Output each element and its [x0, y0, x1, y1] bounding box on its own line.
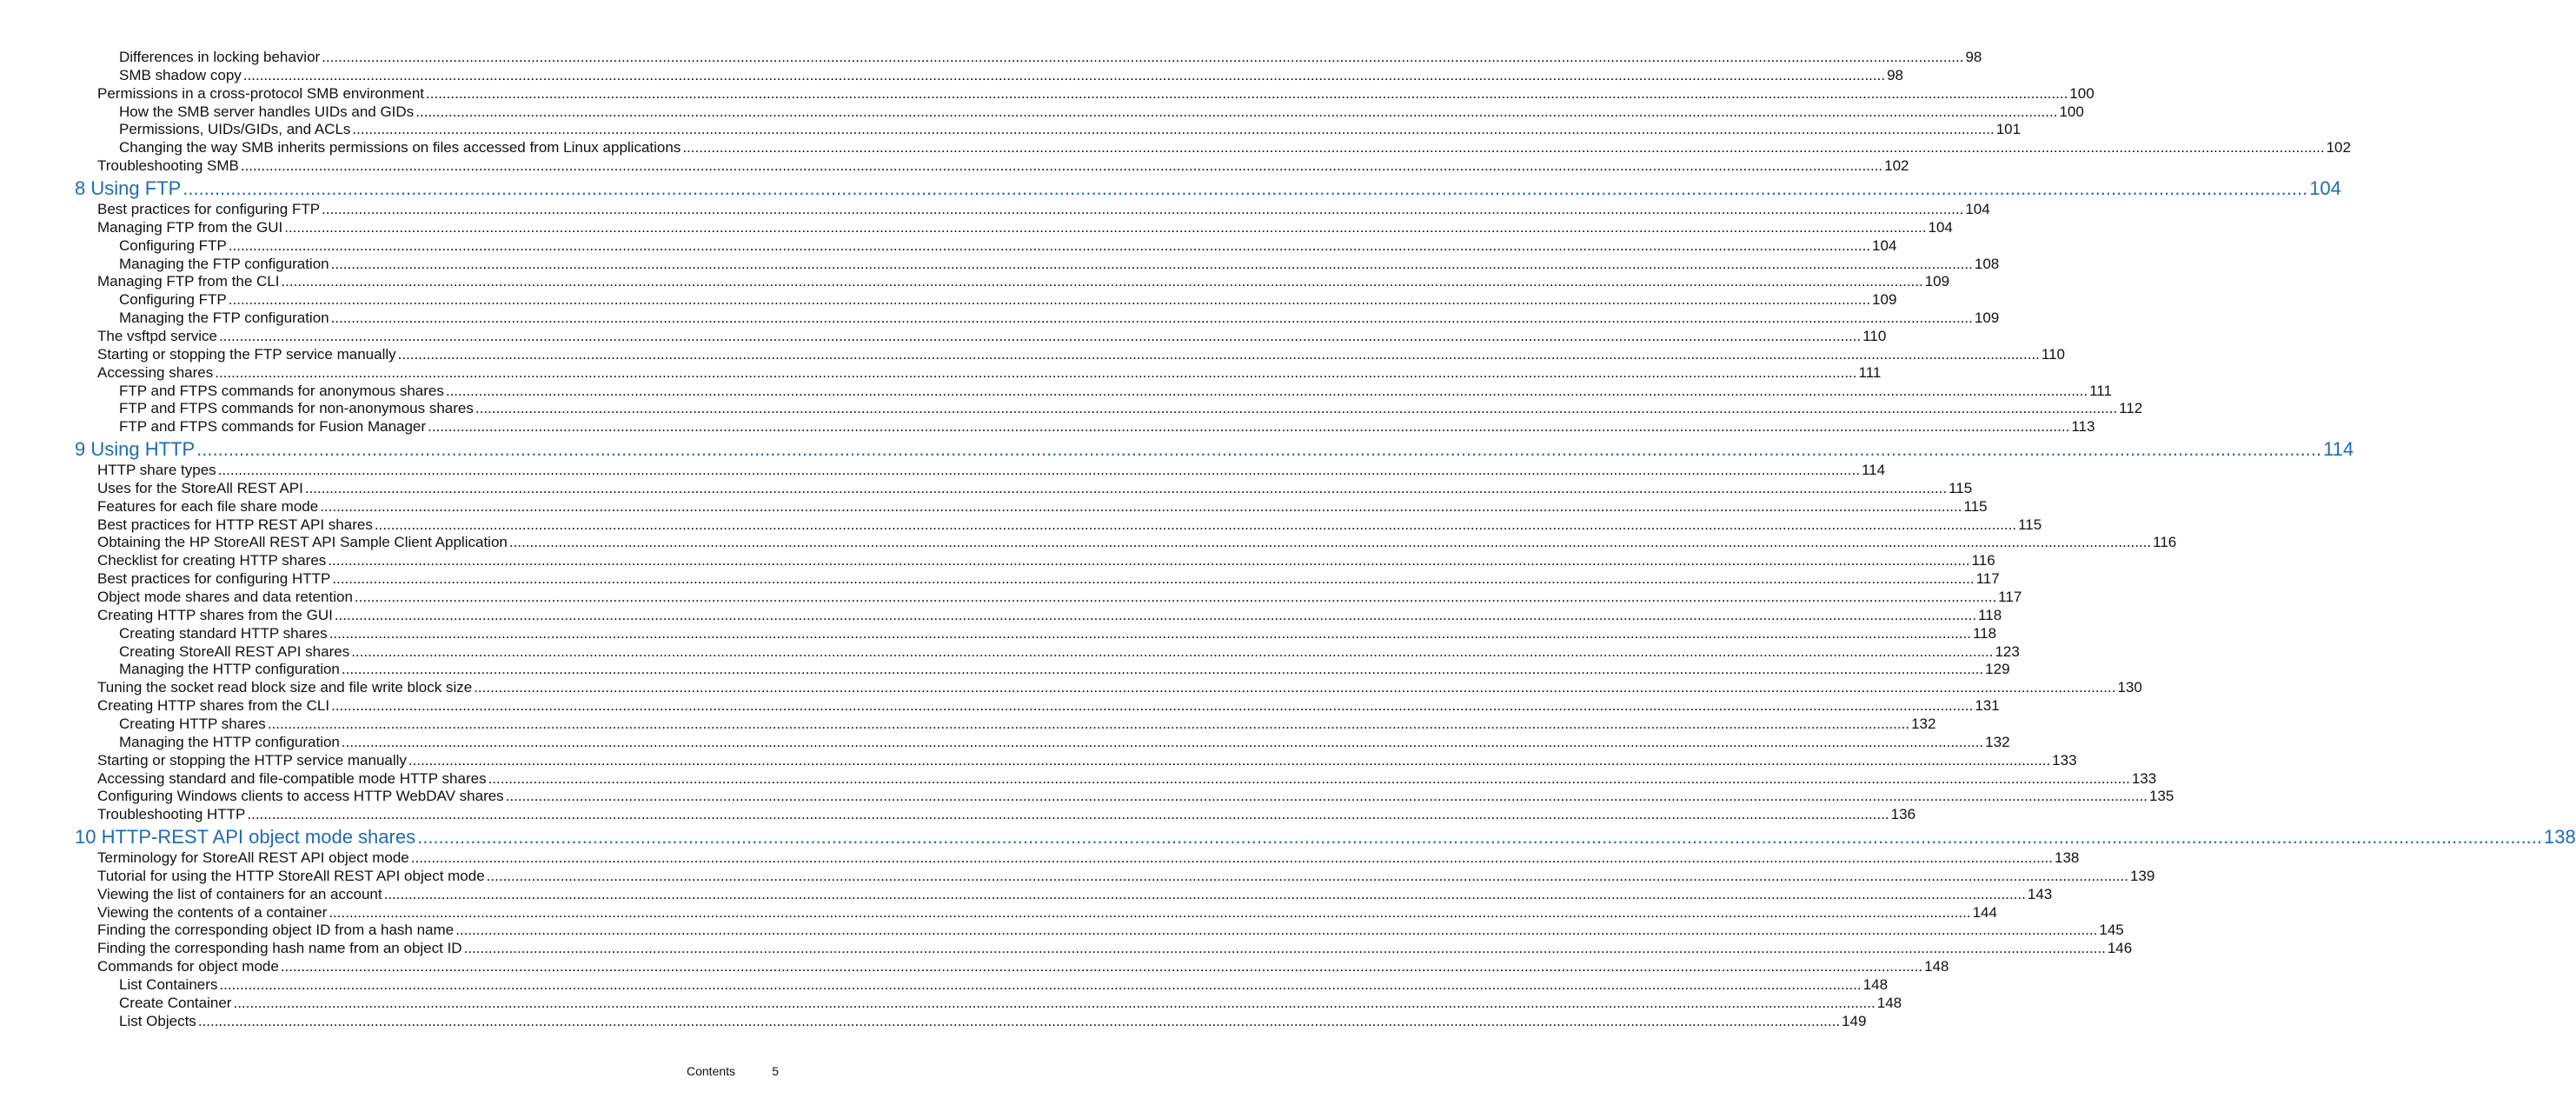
toc-entry-page: 139 [2129, 867, 2155, 884]
toc-entry[interactable] [97, 345, 2066, 363]
toc-entry-page: 133 [2052, 751, 2077, 769]
toc-entry[interactable] [119, 975, 1889, 994]
toc-entry[interactable] [97, 200, 1990, 218]
toc-entry-title: Accessing standard and file-compatible mode HTTP shares [97, 769, 487, 787]
toc-entry[interactable] [119, 309, 2000, 327]
toc-entry[interactable] [97, 516, 2042, 534]
toc-entry-title: Configuring FTP [119, 291, 227, 309]
toc-entry-page: 100 [2059, 103, 2084, 120]
toc-entry[interactable] [97, 769, 2157, 788]
toc-entry-title: Creating HTTP shares from the GUI [97, 606, 333, 623]
toc-entry-page: 148 [1924, 958, 1949, 975]
dot-leader: ................................................................................................................................................................................................................................................................................................................................................................................................................ [332, 570, 1975, 588]
toc-entry-title: FTP and FTPS commands for anonymous shares [119, 382, 444, 399]
dot-leader: ................................................................................................................................................................................................................................................................................................................................................................................................................ [445, 382, 2088, 399]
dot-leader: ................................................................................................................................................................................................................................................................................................................................................................................................................ [215, 363, 1857, 381]
toc-entry[interactable] [119, 1012, 1867, 1030]
dot-leader: ................................................................................................................................................................................................................................................................................................................................................................................................................ [417, 826, 2543, 848]
dot-leader: ................................................................................................................................................................................................................................................................................................................................................................................................................ [682, 139, 2325, 156]
toc-entry-title: Finding the corresponding hash name from an object ID [97, 940, 462, 957]
toc-entry[interactable] [119, 255, 2000, 273]
toc-entry-page: 148 [1862, 976, 1889, 993]
toc-entry[interactable] [119, 642, 2020, 661]
dot-leader: ................................................................................................................................................................................................................................................................................................................................................................................................................ [228, 291, 1871, 309]
toc-entry-title: Finding the corresponding object ID from a hash name [97, 922, 455, 939]
dot-leader: ................................................................................................................................................................................................................................................................................................................................................................................................................ [322, 200, 1964, 217]
toc-entry-title: How the SMB server handles UIDs and GIDs [119, 103, 415, 120]
toc-entry-page: 129 [1985, 661, 2010, 678]
toc-entry-title: Managing the HTTP configuration [119, 661, 340, 678]
dot-leader: ................................................................................................................................................................................................................................................................................................................................................................................................................ [331, 697, 1974, 715]
dot-leader: ................................................................................................................................................................................................................................................................................................................................................................................................................ [426, 84, 2068, 102]
toc-entry-title: 10 HTTP-REST API object mode shares [75, 826, 416, 848]
toc-entry-page: 133 [2131, 769, 2157, 787]
toc-entry[interactable] [97, 272, 1950, 290]
toc-entry-page: 131 [1975, 697, 2000, 715]
toc-entry-title: 9 Using HTTP [75, 438, 196, 460]
toc-entry[interactable] [97, 84, 2095, 103]
dot-leader: ................................................................................................................................................................................................................................................................................................................................................................................................................ [341, 661, 1984, 678]
toc-entry-page: 118 [1972, 624, 1997, 642]
toc-entry-title: Creating standard HTTP shares [119, 624, 328, 642]
toc-entry-page: 104 [1872, 236, 1897, 254]
dot-leader: ................................................................................................................................................................................................................................................................................................................................................................................................................ [374, 516, 2017, 533]
dot-leader: ................................................................................................................................................................................................................................................................................................................................................................................................................ [330, 310, 1973, 327]
dot-leader: ................................................................................................................................................................................................................................................................................................................................................................................................................ [322, 49, 1964, 65]
toc-entry[interactable] [119, 236, 1897, 255]
toc-entry-page: 102 [1884, 157, 1909, 175]
toc-entry-page: 115 [1949, 479, 1973, 496]
toc-entry-title: Accessing shares [97, 363, 214, 381]
toc-entry-page: 130 [2117, 679, 2142, 696]
dot-leader: ................................................................................................................................................................................................................................................................................................................................................................................................................ [218, 327, 1862, 344]
toc-entry-title: Create Container [119, 994, 232, 1011]
toc-entry-title: The vsftpd service [97, 327, 217, 344]
toc-entry[interactable] [97, 606, 2002, 624]
dot-leader: ................................................................................................................................................................................................................................................................................................................................................................................................................ [329, 624, 1971, 642]
toc-entry[interactable] [97, 805, 1916, 823]
toc-entry[interactable] [97, 885, 2053, 903]
dot-leader: ................................................................................................................................................................................................................................................................................................................................................................................................................ [329, 903, 1971, 921]
toc-entry[interactable] [119, 103, 2084, 121]
toc-entry[interactable] [97, 551, 1995, 569]
dot-leader: ................................................................................................................................................................................................................................................................................................................................................................................................................ [488, 769, 2130, 787]
toc-entry[interactable] [97, 588, 2022, 606]
dot-leader: ................................................................................................................................................................................................................................................................................................................................................................................................................ [228, 236, 1871, 254]
dot-leader: ................................................................................................................................................................................................................................................................................................................................................................................................................ [196, 438, 2322, 460]
toc-entry[interactable] [97, 849, 2080, 867]
toc-entry-page: 117 [1998, 589, 2022, 605]
toc-entry-title: Managing the FTP configuration [119, 310, 329, 327]
toc-entry-page: 111 [2089, 382, 2112, 399]
toc-entry-title: Best practices for configuring FTP [97, 200, 321, 217]
toc-entry-page: 138 [2544, 826, 2576, 848]
dot-leader: ................................................................................................................................................................................................................................................................................................................................................................................................................ [397, 345, 2040, 363]
toc-entry-title: Troubleshooting HTTP [97, 806, 246, 823]
toc-entry-title: HTTP share types [97, 462, 216, 478]
toc-entry-title: Best practices for HTTP REST API shares [97, 516, 373, 533]
toc-entry-title: SMB shadow copy [119, 66, 242, 83]
toc-entry-page: 113 [2071, 418, 2095, 436]
toc-entry-page: 116 [2153, 534, 2177, 551]
toc-entry-title: Managing FTP from the GUI [97, 218, 283, 236]
toc-entry-page: 132 [1911, 715, 1936, 732]
dot-leader: ................................................................................................................................................................................................................................................................................................................................................................................................................ [219, 976, 1862, 993]
toc-entry-title: Starting or stopping the FTP service manually [97, 345, 396, 363]
toc-entry-title: Terminology for StoreAll REST API object mode [97, 849, 409, 866]
dot-leader: ................................................................................................................................................................................................................................................................................................................................................................................................................ [233, 994, 1876, 1011]
dot-leader: ................................................................................................................................................................................................................................................................................................................................................................................................................ [280, 958, 1923, 975]
toc-entry-title: Best practices for configuring HTTP [97, 570, 331, 588]
dot-leader: ................................................................................................................................................................................................................................................................................................................................................................................................................ [284, 218, 1927, 236]
toc-entry[interactable] [119, 48, 1982, 66]
dot-leader: ................................................................................................................................................................................................................................................................................................................................................................................................................ [508, 534, 2152, 551]
toc-entry-title: Viewing the list of containers for an account [97, 885, 382, 902]
toc-entry-page: 115 [1963, 497, 1988, 515]
toc-entry[interactable] [97, 903, 1997, 922]
toc-entry-page: 114 [1861, 462, 1886, 478]
toc-entry[interactable] [97, 461, 1886, 479]
toc-entry[interactable] [119, 994, 1902, 1012]
toc-entry[interactable] [119, 290, 1897, 309]
dot-leader: ................................................................................................................................................................................................................................................................................................................................................................................................................ [428, 418, 2070, 436]
toc-chapter-entry[interactable] [75, 176, 2341, 200]
dot-leader: ................................................................................................................................................................................................................................................................................................................................................................................................................ [281, 273, 1923, 290]
toc-entry-page: 114 [2323, 438, 2354, 460]
toc-entry-title: Creating HTTP shares [119, 715, 266, 732]
toc-entry[interactable] [97, 533, 2177, 551]
toc-entry-title: Configuring FTP [119, 236, 227, 254]
toc-entry-page: 143 [2027, 885, 2053, 902]
toc-entry[interactable] [97, 939, 2133, 957]
toc-entry-page: 98 [1965, 49, 1982, 65]
toc-entry-title: Managing FTP from the CLI [97, 273, 280, 290]
toc-entry-title: Permissions, UIDs/GIDs, and ACLs [119, 121, 351, 138]
toc-entry-page: 132 [1985, 733, 2010, 750]
toc-chapter-entry[interactable] [75, 438, 2354, 461]
dot-leader: ................................................................................................................................................................................................................................................................................................................................................................................................................ [415, 103, 2058, 120]
toc-entry[interactable] [97, 156, 1909, 175]
dot-leader: ................................................................................................................................................................................................................................................................................................................................................................................................................ [455, 922, 2098, 939]
toc-entry[interactable] [97, 479, 1973, 497]
toc-entry-title: Permissions in a cross-protocol SMB environment [97, 84, 425, 102]
toc-entry-title: Managing the HTTP configuration [119, 733, 340, 750]
toc-entry-title: FTP and FTPS commands for Fusion Manager [119, 418, 427, 436]
toc-entry-page: 145 [2099, 922, 2124, 939]
dot-leader: ................................................................................................................................................................................................................................................................................................................................................................................................................ [475, 400, 2118, 417]
toc-entry-page: 148 [1876, 994, 1902, 1011]
footer-label: Contents [687, 1064, 736, 1078]
toc-entry[interactable] [119, 399, 2143, 417]
toc-entry-page: 102 [2326, 139, 2351, 156]
toc-entry-title: FTP and FTPS commands for non-anonymous shares [119, 400, 474, 417]
toc-entry-title: Troubleshooting SMB [97, 157, 239, 175]
toc-entry-page: 109 [1974, 310, 2000, 327]
dot-leader: ................................................................................................................................................................................................................................................................................................................................................................................................................ [197, 1012, 1841, 1029]
dot-leader: ................................................................................................................................................................................................................................................................................................................................................................................................................ [505, 788, 2148, 805]
toc-entry-page: 109 [1872, 291, 1897, 309]
toc-entry-page: 100 [2069, 84, 2095, 102]
dot-leader: ................................................................................................................................................................................................................................................................................................................................................................................................................ [183, 176, 2308, 199]
toc-entry-title: List Containers [119, 976, 218, 993]
toc-entry-page: 98 [1887, 66, 1903, 83]
toc-entry-page: 112 [2119, 400, 2143, 417]
toc-entry[interactable] [119, 733, 2010, 751]
toc-entry-title: Checklist for creating HTTP shares [97, 552, 327, 569]
toc-entry-page: 109 [1924, 273, 1950, 290]
toc-entry-title: Features for each file share mode [97, 497, 319, 515]
toc-entry-title: Tutorial for using the HTTP StoreAll REST API object mode [97, 867, 485, 884]
dot-leader: ................................................................................................................................................................................................................................................................................................................................................................................................................ [341, 733, 1984, 750]
page-footer [687, 1062, 779, 1080]
toc-entry[interactable] [97, 867, 2155, 885]
toc-entry-page: 123 [1995, 642, 2020, 660]
toc-entry-page: 138 [2055, 849, 2080, 866]
toc-entry-page: 136 [1890, 806, 1916, 823]
toc-entry[interactable] [97, 218, 1953, 236]
toc-entry[interactable] [119, 120, 2022, 138]
toc-entry-page: 115 [2018, 516, 2042, 533]
toc-entry-page: 104 [1965, 200, 1990, 217]
toc-entry[interactable] [119, 417, 2095, 436]
toc-entry[interactable] [97, 787, 2174, 805]
dot-leader: ................................................................................................................................................................................................................................................................................................................................................................................................................ [408, 751, 2051, 769]
dot-leader: ................................................................................................................................................................................................................................................................................................................................................................................................................ [463, 940, 2106, 957]
toc-entry-title: Tuning the socket read block size and file write block size [97, 679, 473, 696]
toc-entry-title: Starting or stopping the HTTP service manually [97, 751, 407, 769]
toc-entry-title: Commands for object mode [97, 958, 279, 975]
dot-leader: ................................................................................................................................................................................................................................................................................................................................................................................................................ [334, 606, 1977, 623]
dot-leader: ................................................................................................................................................................................................................................................................................................................................................................................................................ [486, 867, 2128, 884]
dot-leader: ................................................................................................................................................................................................................................................................................................................................................................................................................ [330, 255, 1973, 272]
dot-leader: ................................................................................................................................................................................................................................................................................................................................................................................................................ [247, 806, 1889, 823]
dot-leader: ................................................................................................................................................................................................................................................................................................................................................................................................................ [217, 462, 1860, 478]
toc-entry[interactable] [97, 569, 2000, 588]
toc-chapter-entry[interactable] [75, 826, 2576, 849]
toc-entry-title: Differences in locking behavior [119, 49, 321, 65]
toc-entry-page: 101 [1995, 121, 2022, 138]
dot-leader: ................................................................................................................................................................................................................................................................................................................................................................................................................ [242, 66, 1886, 83]
toc-entry-page: 144 [1972, 903, 1997, 921]
toc-entry-page: 118 [1978, 606, 2002, 623]
toc-entry-page: 149 [1842, 1012, 1867, 1029]
dot-leader: ................................................................................................................................................................................................................................................................................................................................................................................................................ [240, 157, 1883, 175]
dot-leader: ................................................................................................................................................................................................................................................................................................................................................................................................................ [351, 642, 1994, 660]
toc-entry-page: 116 [1971, 552, 1995, 569]
toc-entry-title: Uses for the StoreAll REST API [97, 479, 303, 496]
toc-entry-title: Viewing the contents of a container [97, 903, 328, 921]
toc-entry[interactable] [119, 624, 1997, 642]
toc-entry[interactable] [97, 678, 2142, 696]
toc-entry[interactable] [97, 363, 1882, 382]
toc-entry[interactable] [119, 382, 2112, 400]
toc-entry[interactable] [119, 66, 1903, 84]
toc-entry-title: Object mode shares and data retention [97, 589, 353, 605]
toc-entry-page: 146 [2107, 940, 2133, 957]
toc-entry[interactable] [97, 751, 2077, 769]
toc-entry[interactable] [97, 696, 2000, 715]
toc-entry[interactable] [119, 715, 1936, 733]
toc-entry-page: 104 [1928, 218, 1953, 236]
dot-leader: ................................................................................................................................................................................................................................................................................................................................................................................................................ [383, 885, 2026, 902]
dot-leader: ................................................................................................................................................................................................................................................................................................................................................................................................................ [352, 121, 1995, 138]
toc-entry[interactable] [119, 660, 2010, 678]
toc-entry-page: 111 [1858, 363, 1882, 381]
toc-entry[interactable] [97, 921, 2124, 939]
toc-entry-title: List Objects [119, 1012, 196, 1029]
toc-entry-title: 8 Using FTP [75, 176, 182, 199]
toc-entry-title: Creating StoreAll REST API shares [119, 642, 350, 660]
toc-entry-title: Configuring Windows clients to access HTTP WebDAV shares [97, 788, 504, 805]
toc-entry-title: Obtaining the HP StoreAll REST API Sample Client Application [97, 534, 508, 551]
toc-entry[interactable] [97, 957, 1949, 975]
toc-entry-title: Managing the FTP configuration [119, 255, 329, 272]
toc-entry-page: 135 [2148, 788, 2174, 805]
toc-entry-page: 108 [1974, 255, 2000, 272]
toc-entry[interactable] [97, 327, 1887, 345]
toc-entry[interactable] [119, 138, 2351, 156]
toc-entry-title: Changing the way SMB inherits permissions on files accessed from Linux applications [119, 139, 681, 156]
toc-entry[interactable] [97, 497, 1988, 516]
dot-leader: ................................................................................................................................................................................................................................................................................................................................................................................................................ [328, 552, 1970, 569]
dot-leader: ................................................................................................................................................................................................................................................................................................................................................................................................................ [320, 497, 1962, 515]
footer-page-number: 5 [772, 1064, 779, 1078]
toc-entry-page: 110 [1862, 327, 1887, 344]
dot-leader: ................................................................................................................................................................................................................................................................................................................................................................................................................ [474, 679, 2116, 696]
toc-entry-page: 117 [1975, 570, 2000, 588]
toc-entry-page: 104 [2309, 176, 2341, 199]
toc-entry-page: 110 [2041, 345, 2066, 363]
dot-leader: ................................................................................................................................................................................................................................................................................................................................................................................................................ [267, 715, 1910, 732]
toc-entry-title: Creating HTTP shares from the CLI [97, 697, 330, 715]
dot-leader: ................................................................................................................................................................................................................................................................................................................................................................................................................ [304, 479, 1948, 496]
dot-leader: ................................................................................................................................................................................................................................................................................................................................................................................................................ [354, 589, 1997, 605]
dot-leader: ................................................................................................................................................................................................................................................................................................................................................................................................................ [410, 849, 2054, 866]
